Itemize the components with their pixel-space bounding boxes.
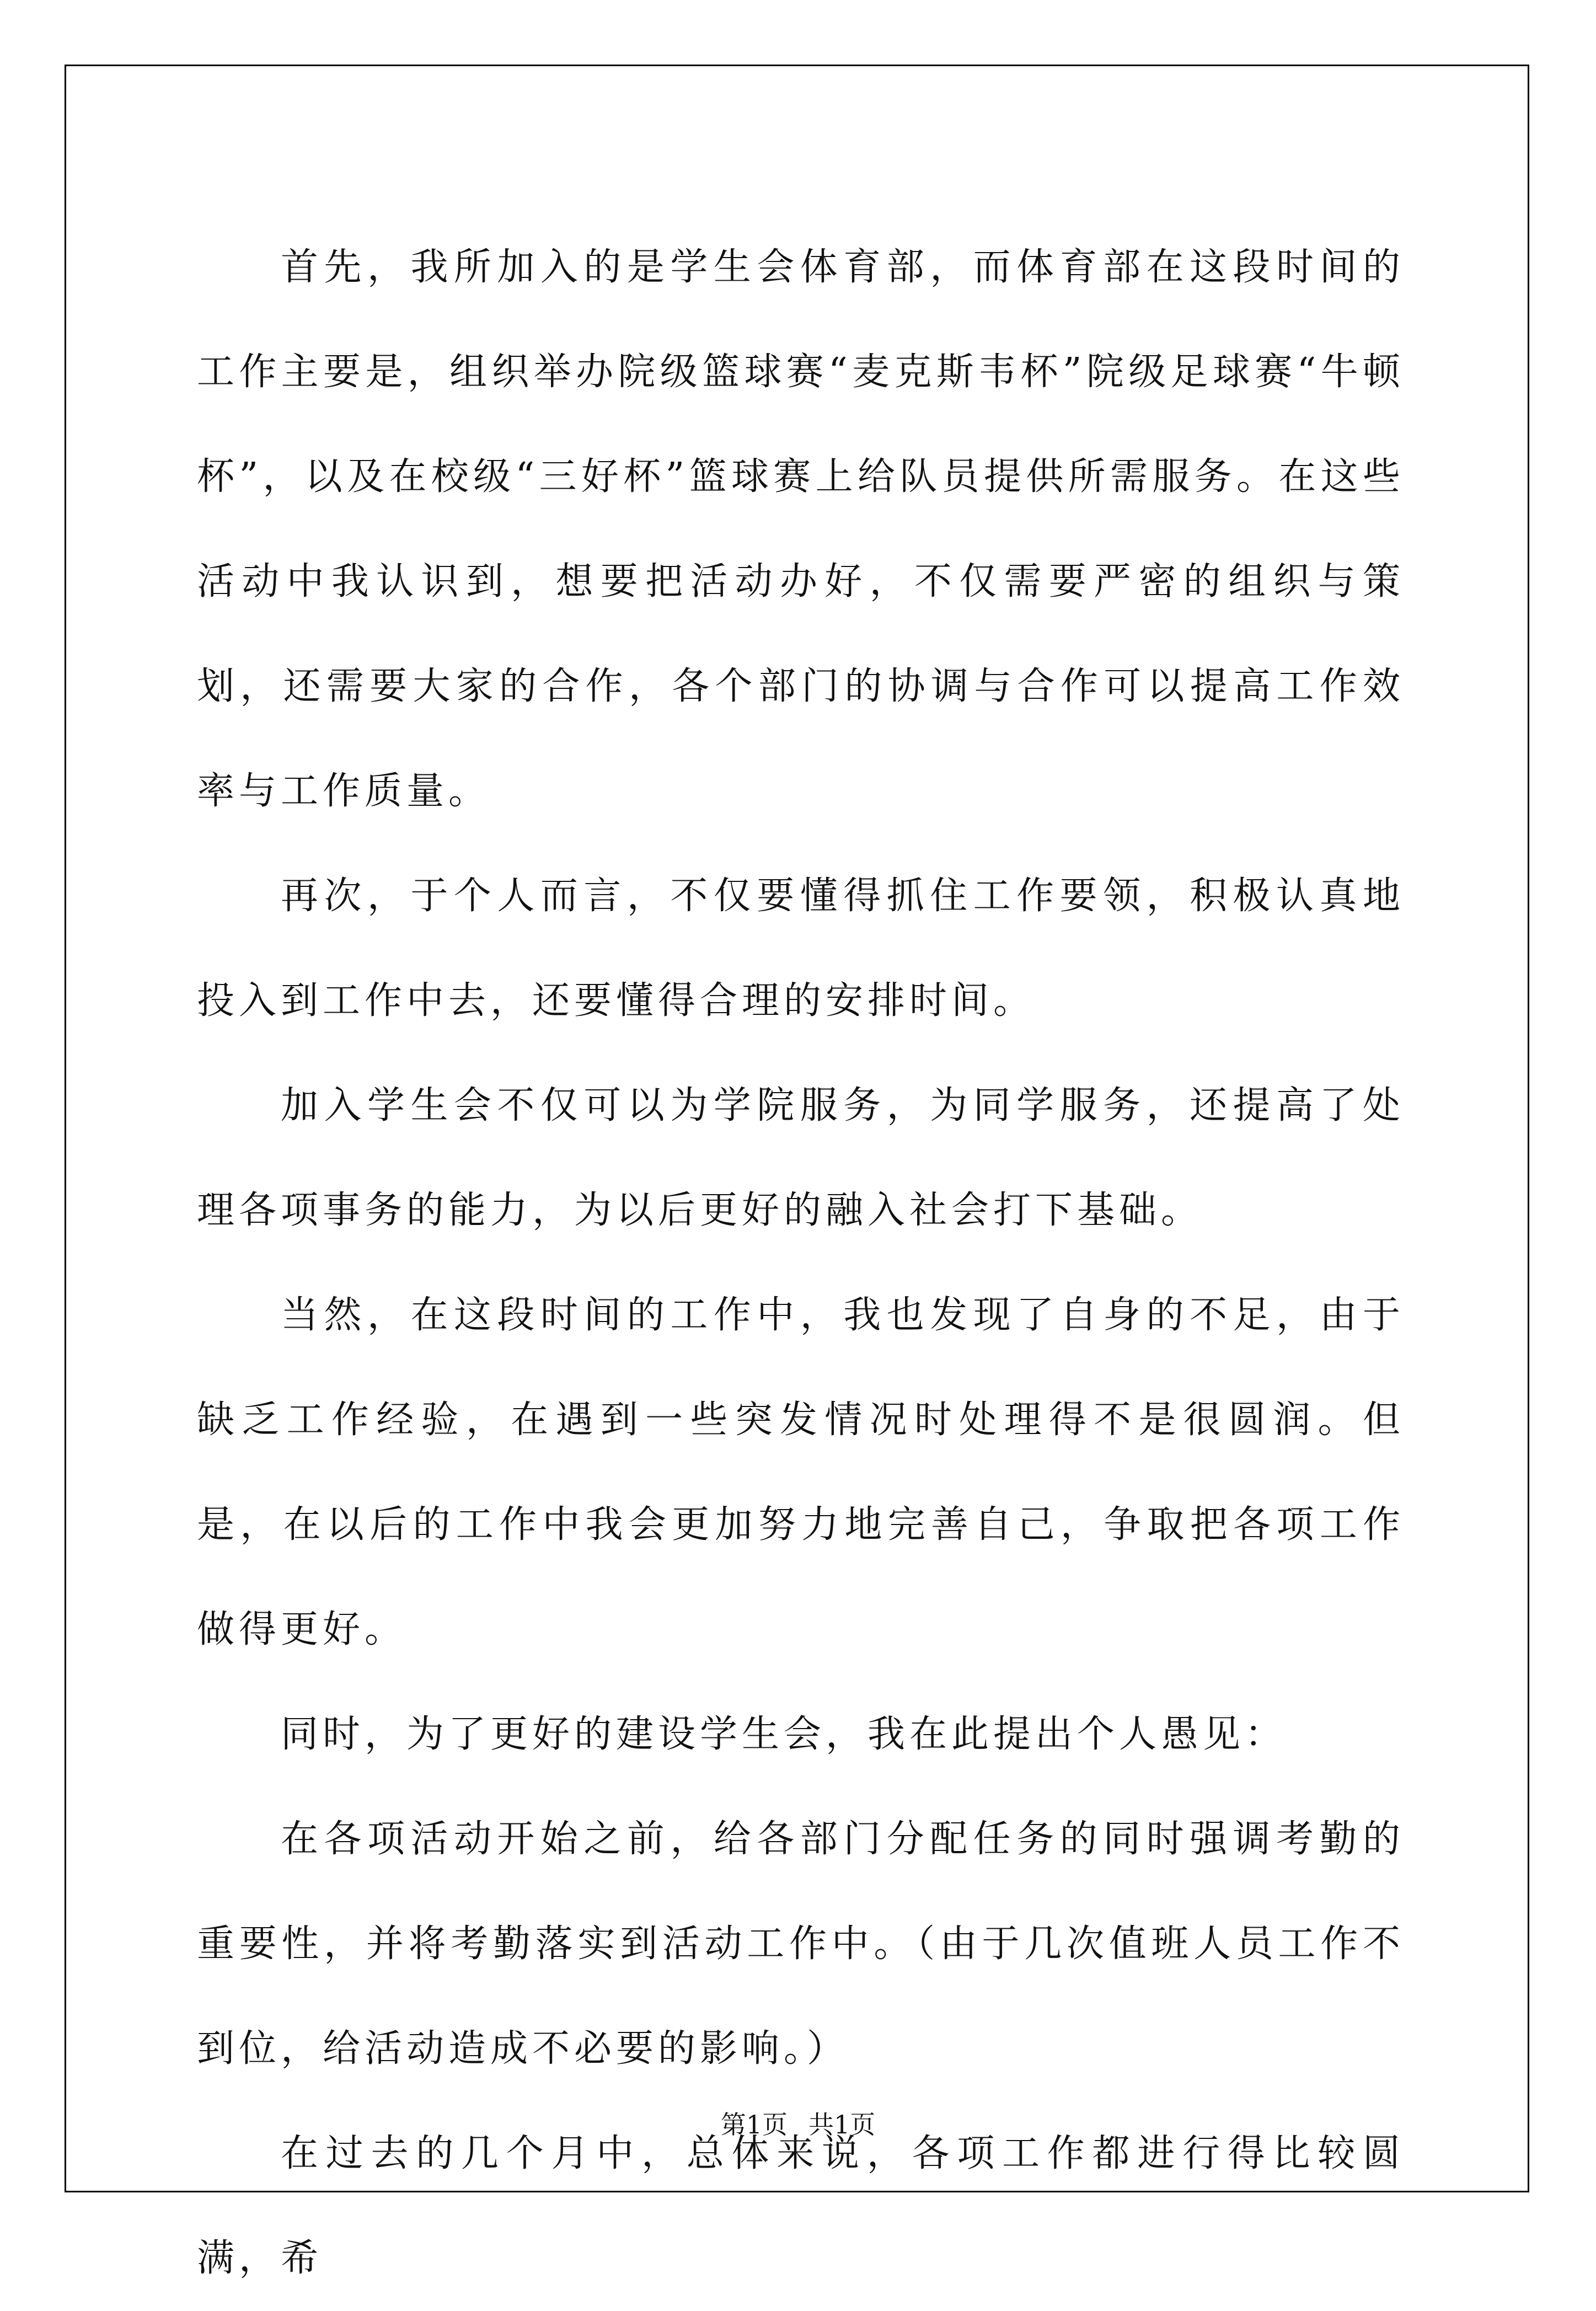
paragraph-7: 在过去的几个月中，总体来说，各项工作都进行得比较圆满，希 <box>197 2132 1405 2280</box>
paragraph-4: 当然，在这段时间的工作中，我也发现了自身的不足，由于缺乏工作经验，在遇到一些突发情况时处理得不是很圆润。但是，在以后的工作中我会更加努力地完善自己，争取把各项工作做得更好。 <box>197 1293 1405 1651</box>
paragraph-2: 再次，于个人而言，不仅要懂得抓住工作要领，积极认真地投入到工作中去，还要懂得合理的安排时间。 <box>197 874 1405 1023</box>
paragraph-6: 在各项活动开始之前，给各部门分配任务的同时强调考勤的重要性，并将考勤落实到活动工作中。（由于几次值班人员工作不到位，给活动造成不必要的影响。） <box>197 1817 1405 2071</box>
page-total: 共1页 <box>808 2110 876 2139</box>
page-number: 第1页 <box>720 2110 788 2139</box>
page-footer <box>0 2108 1596 2141</box>
paragraph-1: 首先，我所加入的是学生会体育部，而体育部在这段时间的工作主要是，组织举办院级篮球赛“麦克斯韦杯”院级足球赛“牛顿杯”，以及在校级“三好杯”篮球赛上给队员提供所需服务。在这些活动中我认识到，想要把活动办好，不仅需要严密的组织与策划，还需要大家的合作，各个部门的协调与合作可以提高工作效率与工作质量。 <box>197 245 1405 813</box>
paragraph-5: 同时，为了更好的建设学生会，我在此提出个人愚见： <box>281 1713 1287 1756</box>
paragraph-3: 加入学生会不仅可以为学院服务，为同学服务，还提高了处理各项事务的能力，为以后更好的融入社会打下基础。 <box>197 1084 1405 1232</box>
document-body <box>197 215 1405 2311</box>
